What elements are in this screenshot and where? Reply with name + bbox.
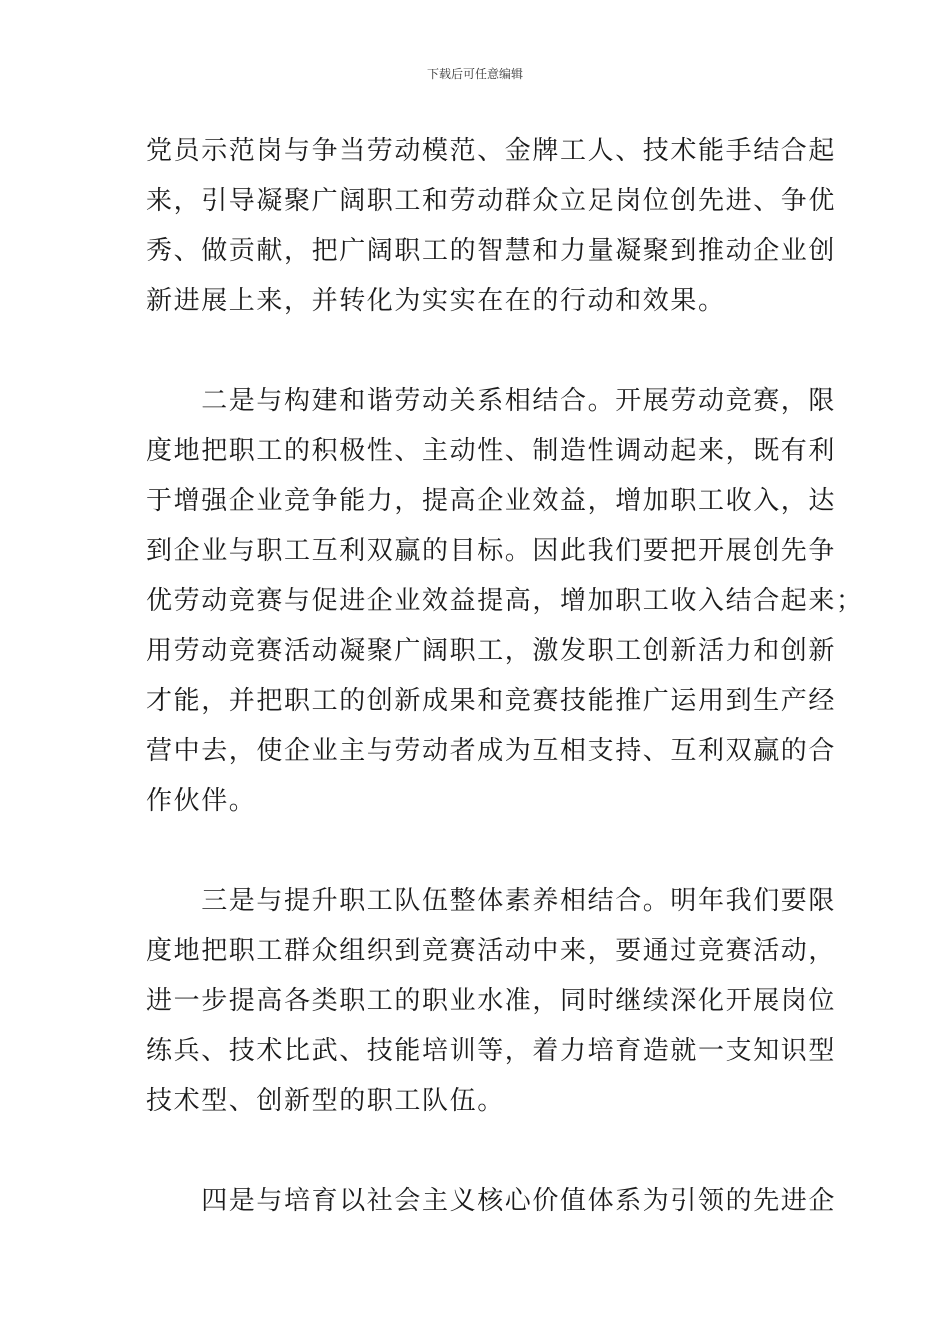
- paragraph-gap: [146, 326, 810, 376]
- text-line: 用劳动竞赛活动凝聚广阔职工，激发职工创新活力和创新: [146, 636, 837, 666]
- text-line: 练兵、技术比武、技能培训等，着力培育造就一支知识型: [146, 1036, 837, 1066]
- text-line: 技术型、创新型的职工队伍。: [146, 1086, 505, 1116]
- text-line: 秀、做贡献，把广阔职工的智慧和力量凝聚到推动企业创: [146, 236, 837, 266]
- paragraph-gap: [146, 1126, 810, 1176]
- page-header-note: 下载后可任意编辑: [426, 67, 523, 81]
- document-body: [146, 126, 864, 1226]
- text-line: 优劳动竞赛与促进企业效益提高，增加职工收入结合起来；: [146, 586, 864, 616]
- paragraph: [146, 376, 864, 826]
- text-line: 于增强企业竞争能力，提高企业效益，增加职工收入，达: [146, 486, 837, 516]
- text-line: 进一步提高各类职工的职业水准，同时继续深化开展岗位: [146, 986, 837, 1016]
- text-line: 度地把职工的积极性、主动性、制造性调动起来，既有利: [146, 436, 837, 466]
- paragraph: [146, 1176, 837, 1226]
- text-line: 作伙伴。: [146, 786, 257, 816]
- text-line: 党员示范岗与争当劳动模范、金牌工人、技术能手结合起: [146, 136, 837, 166]
- text-line: 二是与构建和谐劳动关系相结合。开展劳动竞赛，限: [146, 386, 837, 416]
- paragraph: [146, 126, 837, 326]
- text-line: 营中去，使企业主与劳动者成为互相支持、互利双赢的合: [146, 736, 837, 766]
- text-line: 四是与培育以社会主义核心价值体系为引领的先进企: [146, 1186, 837, 1216]
- text-line: 新进展上来，并转化为实实在在的行动和效果。: [146, 286, 726, 316]
- text-line: 到企业与职工互利双赢的目标。因此我们要把开展创先争: [146, 536, 837, 566]
- text-line: 度地把职工群众组织到竞赛活动中来，要通过竞赛活动，: [146, 936, 837, 966]
- text-line: 来，引导凝聚广阔职工和劳动群众立足岗位创先进、争优: [146, 186, 837, 216]
- text-line: 才能，并把职工的创新成果和竞赛技能推广运用到生产经: [146, 686, 837, 716]
- paragraph: [146, 876, 837, 1126]
- paragraph-gap: [146, 826, 810, 876]
- text-line: 三是与提升职工队伍整体素养相结合。明年我们要限: [146, 886, 837, 916]
